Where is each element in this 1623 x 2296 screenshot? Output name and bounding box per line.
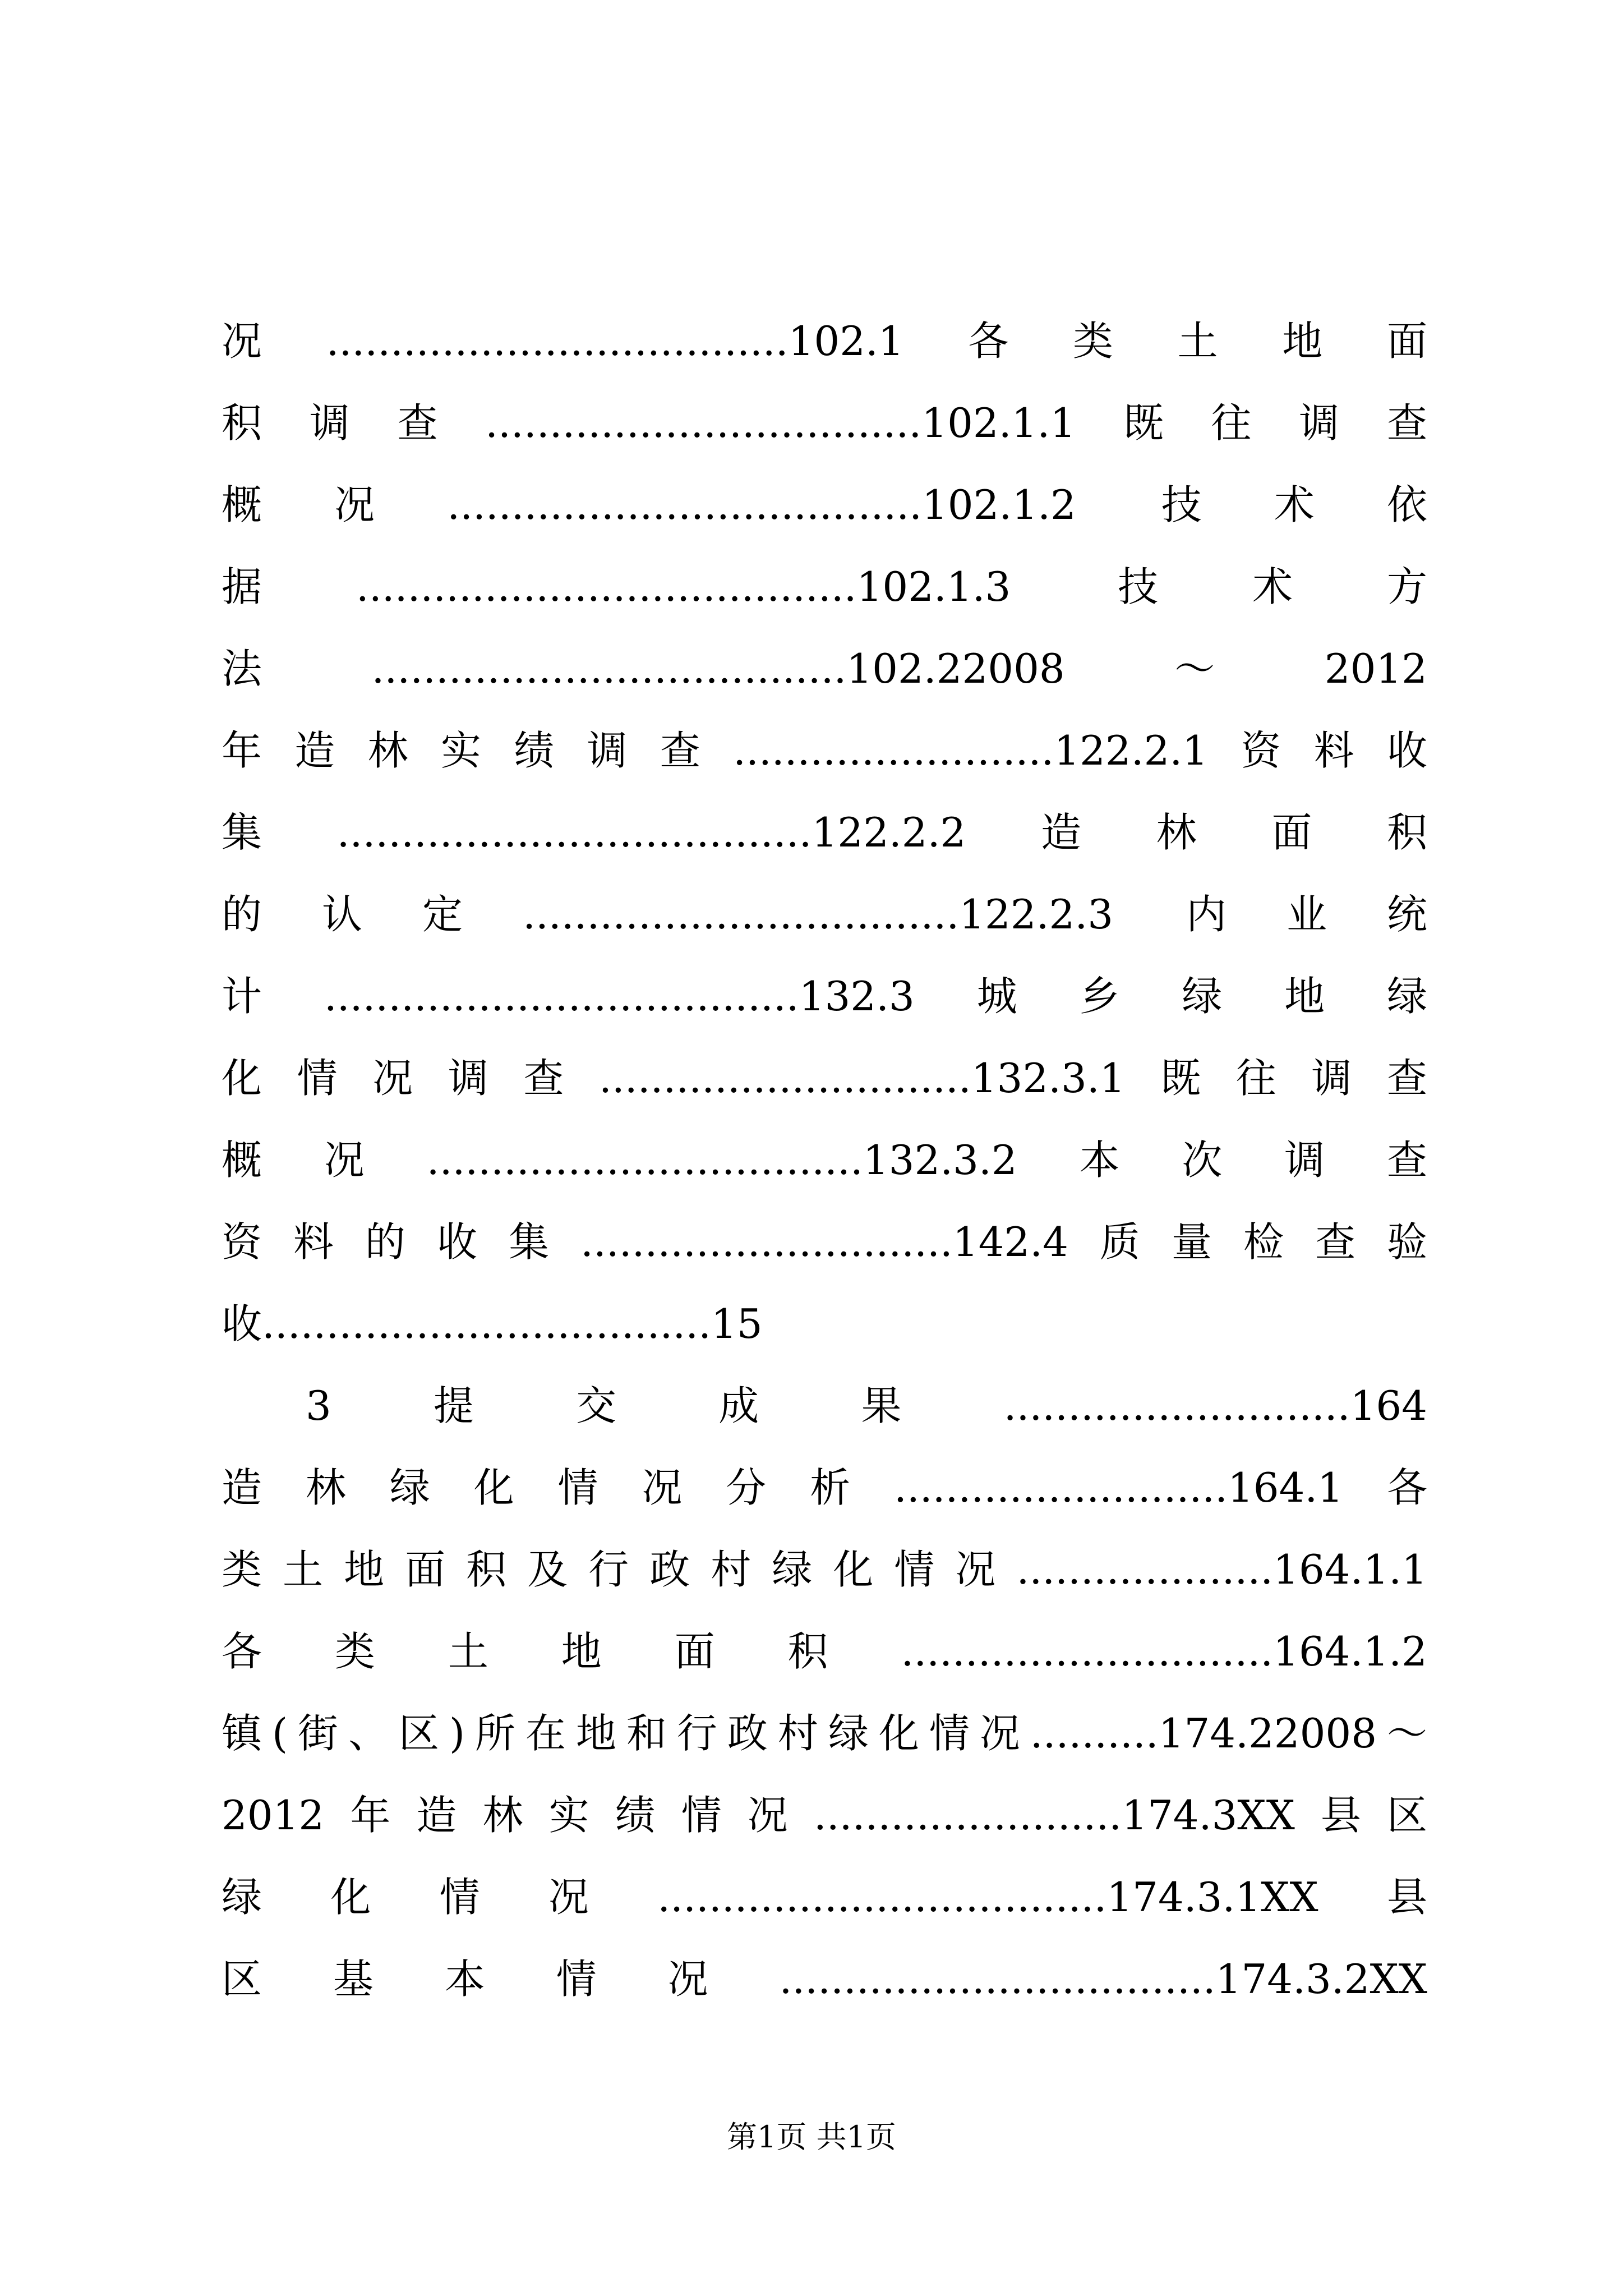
toc-line: 类土地面积及行政村绿化情况....................164.1.1 [222,1546,1427,1593]
toc-line: 的认定..................................122.2.3 内业统 [222,891,1427,938]
toc-line-section-heading: 3提交成果...........................164 [306,1382,1427,1429]
toc-line: 集.....................................122.2.2造林面积 [222,809,1427,856]
toc-line: 造林绿化情况分析..........................164.1各 [222,1464,1427,1511]
toc-line: 据.......................................102.1.3 技术方 [222,563,1427,610]
toc-line: 积调查..................................102.1.1既往调查 [222,399,1427,447]
toc-line: 计.....................................132.3城乡绿地绿 [222,973,1427,1020]
toc-line: 镇(街、区)所在地和行政村绿化情况..........174.22008～ [222,1710,1427,1757]
toc-line: 概况.....................................102.1.2 技术依 [222,481,1427,528]
table-of-contents [222,300,1427,2020]
toc-line: 况....................................102.1各类土地面 [222,318,1427,365]
toc-line: 2012年造林实绩情况........................174.3XX县区 [222,1792,1427,1839]
toc-line: 法.....................................102.22008～2012 [222,645,1427,692]
toc-line: 年造林实绩调查.........................122.2.1资料收 [222,727,1427,774]
toc-line: 区基本情况..................................174.3.2XX [222,1955,1427,2003]
toc-line: 化情况调查.............................132.3.1既往调查 [222,1055,1427,1102]
toc-line: 收...................................15 [222,1300,763,1347]
toc-line: 资料的收集.............................142.4质量检查验 [222,1218,1427,1266]
toc-line: 概况..................................132.3.2本次调查 [222,1137,1427,1184]
page-footer: 第1页 共1页 [727,2119,896,2155]
toc-line: 绿化情况...................................174.3.1XX县 [222,1874,1427,1921]
toc-line: 各类土地面积.............................164.1.2 [222,1628,1427,1675]
